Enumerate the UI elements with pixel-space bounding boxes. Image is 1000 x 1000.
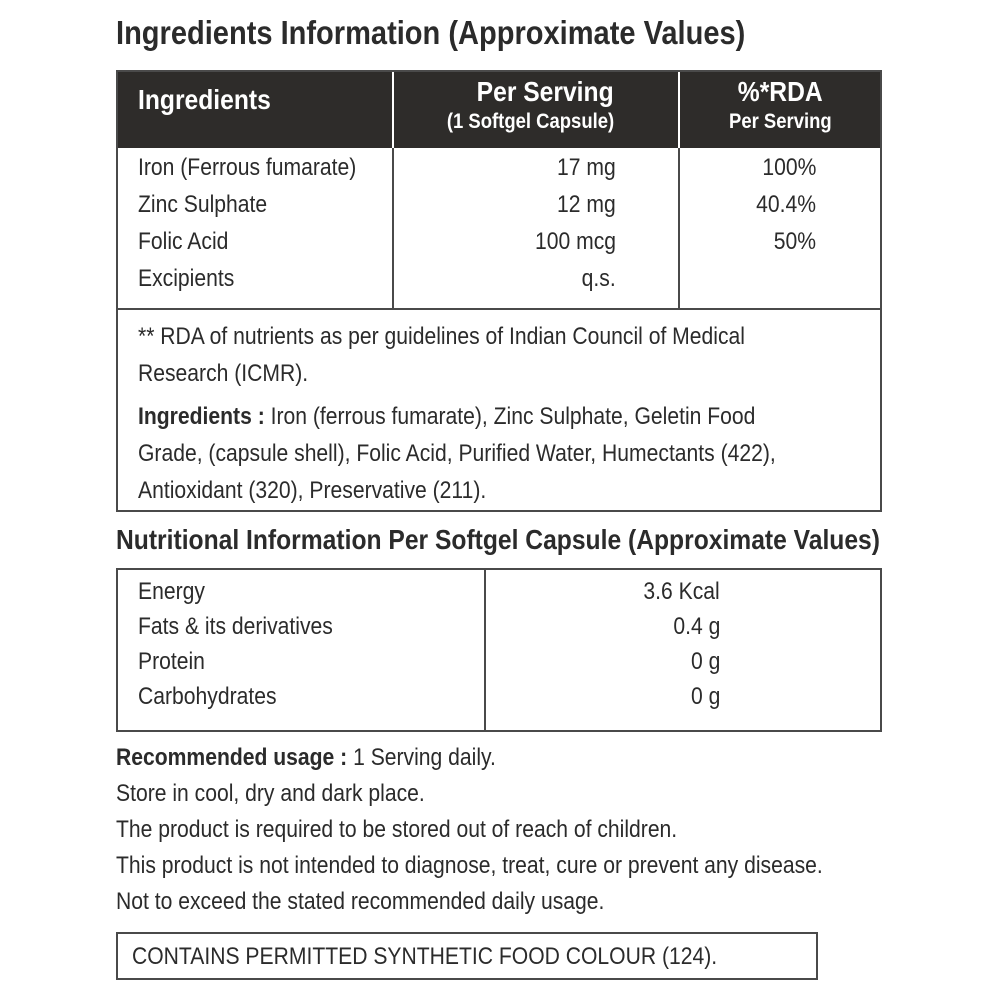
ingredients-list <box>138 398 878 435</box>
ingredients-rows <box>118 148 880 308</box>
table-row <box>118 578 880 613</box>
colour-notice-box <box>116 932 818 980</box>
usage-label: Recommended usage : <box>116 744 348 771</box>
usage-value: 1 Serving daily. <box>347 744 496 771</box>
disclaimer-note: This product is not intended to diagnose, treat, cure or prevent any disease. <box>116 852 823 879</box>
rda-note: Research (ICMR). <box>138 360 309 387</box>
ingredients-list: Grade, (capsule shell), Folic Acid, Purified Water, Humectants (422), <box>138 440 776 467</box>
ingredient-amount: q.s. <box>581 265 616 292</box>
children-note: The product is required to be stored out of reach of children. <box>116 816 678 843</box>
ingredients-table <box>116 70 882 512</box>
ingredient-name: Excipients <box>138 265 235 292</box>
ingredient-amount: 100 mcg <box>534 228 616 255</box>
table-row <box>118 613 880 648</box>
table-row <box>118 154 880 191</box>
header-rda: %*RDA Per Serving <box>728 76 832 133</box>
ingredient-rda: 100% <box>761 154 816 181</box>
ingredients-table-header <box>118 72 880 148</box>
ingredients-title: Ingredients Information (Approximate Values) <box>116 14 746 51</box>
header-separator <box>392 72 394 148</box>
ingredient-name: Folic Acid <box>138 228 229 255</box>
usage-limit-note: Not to exceed the stated recommended daily usage. <box>116 888 605 915</box>
ingredient-name: Iron (Ferrous fumarate) <box>138 154 357 181</box>
table-row <box>118 228 880 265</box>
nutrient-value: 0.4 g <box>673 613 720 640</box>
ingredients-notes <box>138 318 878 509</box>
nutrition-title: Nutritional Information Per Softgel Capsule (Approximate Values) <box>116 524 880 555</box>
header-separator <box>678 72 680 148</box>
nutrient-name: Protein <box>138 648 205 675</box>
ingredient-rda: 50% <box>773 228 816 255</box>
table-divider <box>118 308 880 310</box>
nutrient-name: Carbohydrates <box>138 683 277 710</box>
ingredient-amount: 12 mg <box>557 191 616 218</box>
nutrition-table <box>116 568 882 732</box>
usage-section <box>116 740 916 920</box>
ingredient-amount: 17 mg <box>557 154 616 181</box>
ingredients-text: Iron (ferrous fumarate), Zinc Sulphate, Geletin Food <box>264 403 756 430</box>
colour-notice: CONTAINS PERMITTED SYNTHETIC FOOD COLOUR (124). <box>132 943 718 970</box>
ingredients-label: Ingredients : <box>138 403 265 430</box>
nutrient-value: 0 g <box>690 648 720 675</box>
storage-note: Store in cool, dry and dark place. <box>116 780 425 807</box>
nutrient-name: Fats & its derivatives <box>138 613 333 640</box>
table-row <box>118 191 880 228</box>
nutrient-name: Energy <box>138 578 205 605</box>
table-row <box>118 265 880 302</box>
recommended-usage <box>116 740 916 776</box>
ingredient-rda: 40.4% <box>756 191 816 218</box>
ingredient-name: Zinc Sulphate <box>138 191 268 218</box>
header-ingredients: Ingredients <box>138 84 271 115</box>
nutrient-value: 3.6 Kcal <box>643 578 720 605</box>
table-row <box>118 683 880 718</box>
ingredients-list: Antioxidant (320), Preservative (211). <box>138 477 487 504</box>
nutrient-value: 0 g <box>690 683 720 710</box>
table-row <box>118 648 880 683</box>
header-per-serving: Per Serving (1 Softgel Capsule) <box>446 76 614 133</box>
rda-note: ** RDA of nutrients as per guidelines of Indian Council of Medical <box>138 323 745 350</box>
